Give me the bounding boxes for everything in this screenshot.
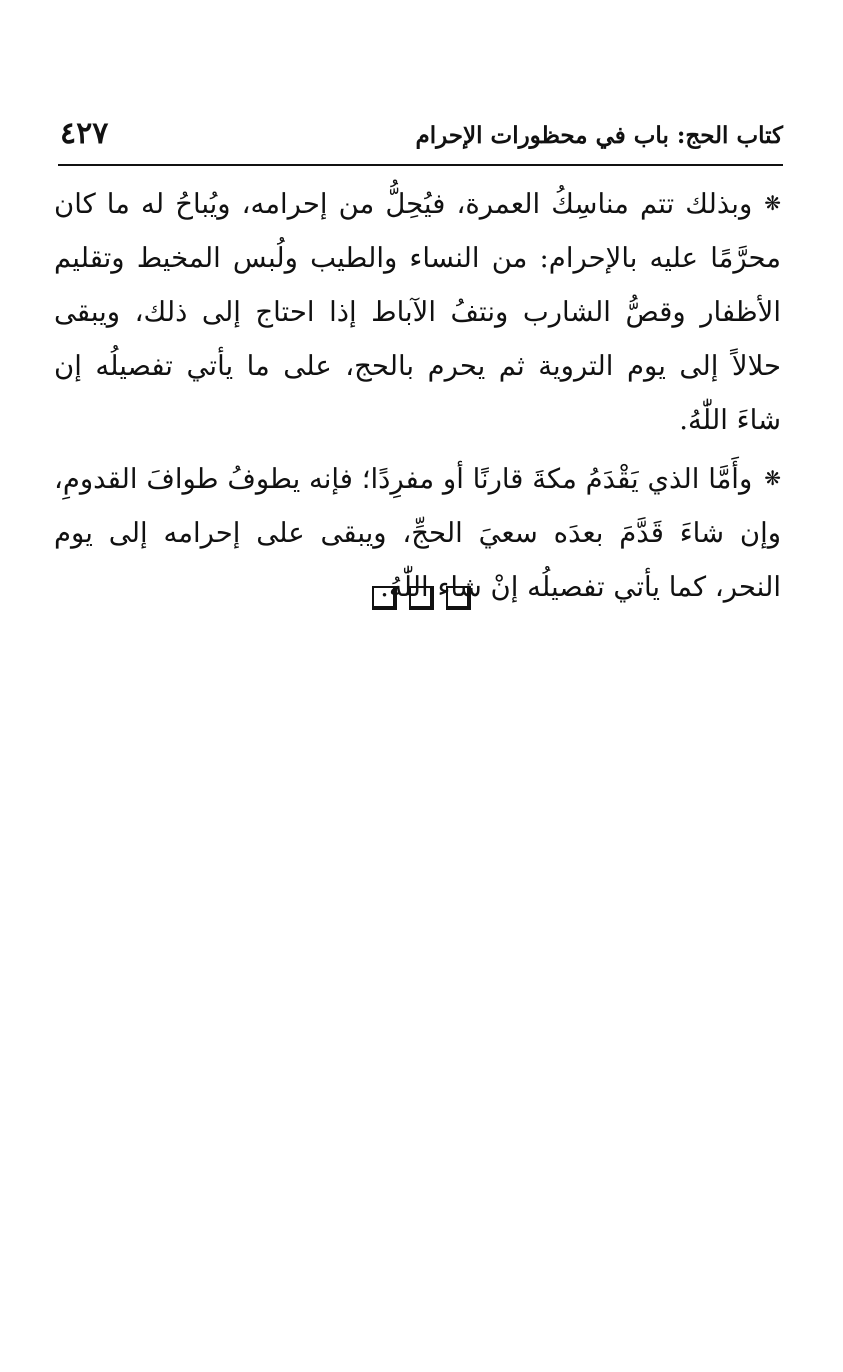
square-box-icon: [446, 586, 471, 610]
running-header: [58, 108, 783, 166]
asterisk-icon: ❋: [764, 191, 781, 215]
body-text: [54, 176, 781, 618]
paragraph-umrah-completion: [54, 176, 781, 447]
paragraph-text: وبذلك تتم مناسِكُ العمرة، فيُحِلُّ من إحرامه، ويُباحُ له ما كان محرَّمًا عليه بالإحرام: من النساء والطيب ولُبس المخيط وتقليم الأظفار وقصُّ الشارب ونتفُ الآباط إذا احتاج إلى ذلك، ويبقى حلالاً إلى يوم التروية ثم يحرم بالحج، على ما يأتي تفصيلُه إن شاءَ اللّٰهُ.: [54, 188, 781, 436]
asterisk-icon: ❋: [764, 466, 781, 490]
running-title: كتاب الحج: باب في محظورات الإحرام: [415, 122, 783, 149]
page-number: ٤٢٧: [60, 116, 109, 151]
square-box-icon: [409, 586, 434, 610]
paragraph-text: وأَمَّا الذي يَقْدَمُ مكةَ قارنًا أو مفرِدًا؛ فإنه يطوفُ طوافَ القدومِ، وإن شاءَ قَدَّمَ بعدَه سعيَ الحجِّ، ويبقى على إحرامه إلى يوم النحر، كما يأتي تفصيلُه إنْ شاء اللّٰهُ.: [54, 463, 781, 603]
square-box-icon: [372, 586, 397, 610]
section-end-ornament: [0, 586, 843, 610]
